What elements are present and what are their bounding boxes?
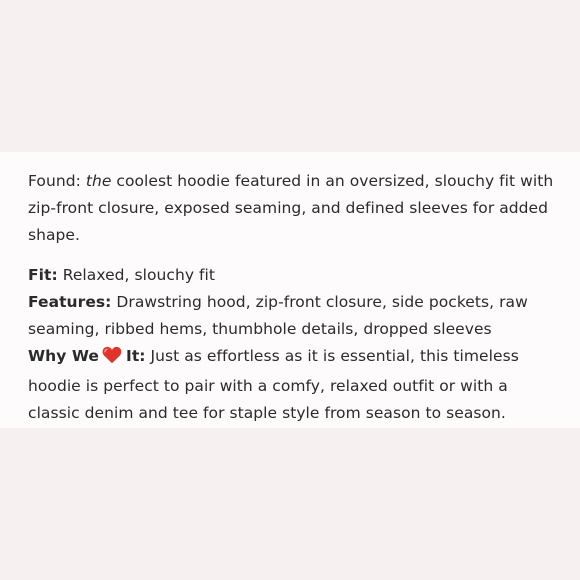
found-line-2: zip-front closure, exposed seaming, and defined sleeves for added <box>28 199 549 217</box>
found-label: Found: <box>28 172 81 190</box>
features-line-2: seaming, ribbed hems, thumbhole details, dropped sleeves <box>28 320 492 338</box>
details-paragraph <box>28 262 568 427</box>
fit-label: Fit: <box>28 266 58 284</box>
bottom-background-band <box>0 428 580 580</box>
features-line-1-text: Drawstring hood, zip-front closure, side pockets, raw <box>116 293 528 311</box>
why-line-1 <box>28 343 568 373</box>
fit-value: Relaxed, slouchy fit <box>62 266 216 284</box>
found-paragraph <box>28 168 568 249</box>
paragraph-gap <box>28 249 568 262</box>
found-line-1 <box>28 168 568 195</box>
why-line-3: classic denim and tee for staple style from season to season. <box>28 404 506 422</box>
features-line-1 <box>28 289 568 316</box>
why-label-before: Why We <box>28 347 99 365</box>
why-line-2: hoodie is perfect to pair with a comfy, relaxed outfit or with a <box>28 377 508 395</box>
features-label: Features: <box>28 293 112 311</box>
heart-icon <box>102 346 122 373</box>
found-line-1-text: coolest hoodie featured in an oversized, slouchy fit with <box>116 172 554 190</box>
why-line-1-text: Just as effortless as it is essential, this timeless <box>150 347 519 365</box>
found-line-3: shape. <box>28 226 80 244</box>
product-description <box>28 168 568 427</box>
fit-line <box>28 262 568 289</box>
why-label-after: It: <box>126 347 146 365</box>
found-emphasis: the <box>85 172 112 190</box>
top-background-band <box>0 0 580 152</box>
